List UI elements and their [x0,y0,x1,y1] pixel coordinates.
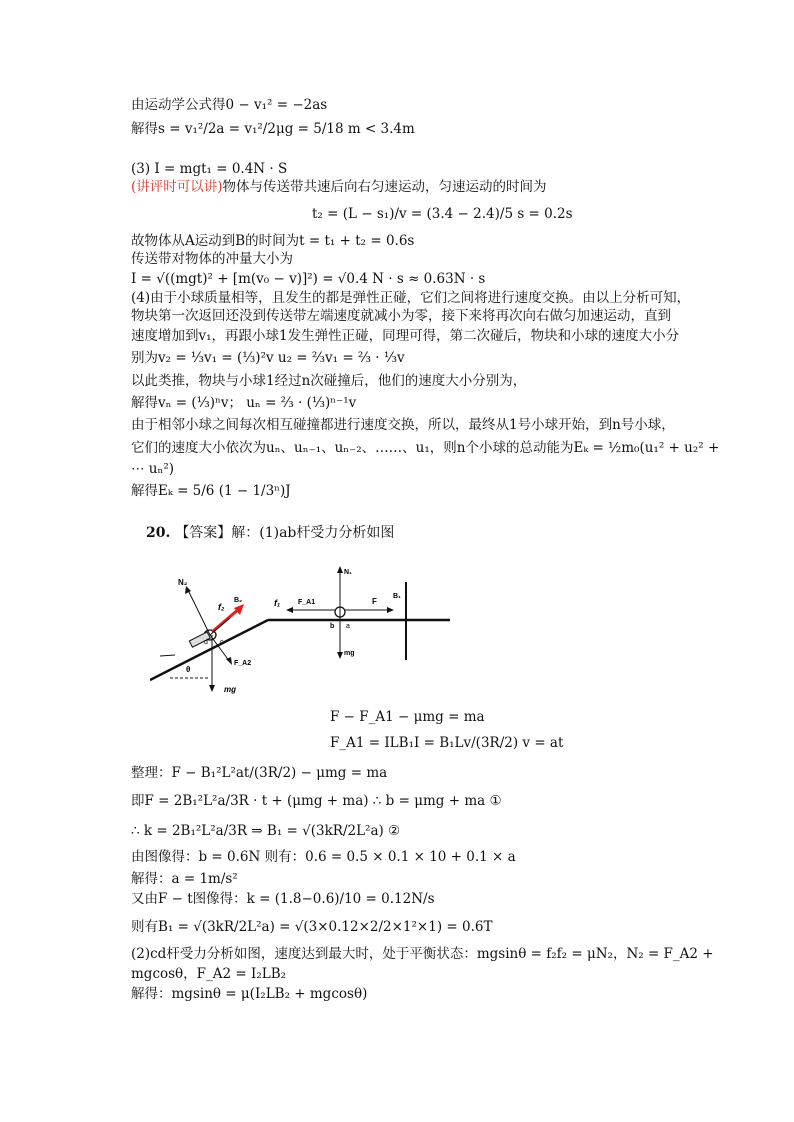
fa1-arrowhead [286,607,293,613]
f2-arrow [210,618,230,635]
text-line-1: 由运动学公式得0 − v₁² = −2as [131,97,328,113]
n2-arrow [188,590,210,635]
lecture-note: (讲评时可以讲) [131,179,223,195]
label-theta: θ [186,665,191,674]
incline-rail [150,620,268,680]
label-fa1: F_A1 [298,599,316,606]
label-n2: N₂ [178,578,188,587]
text-line-6: 故物体从A运动到B的时间为t = t₁ + t₂ = 0.6s [131,233,415,249]
equation-newton: F − F_A1 − μmg = ma [330,709,485,725]
text-line-8: I = √((mgt)² + [m(v₀ − v)]²) = √0.4 N · s ≈ 0.63N · s [131,271,486,287]
text-line-m9: 则有B₁ = √(3kR/2L²a) = √(3×0.12×2/2×1²×1) = 0.6T [131,919,493,935]
label-a: a [346,623,350,630]
motion-arrow [160,655,175,656]
text-line-18: 解得Eₖ = 5/6 (1 − 1/3ⁿ)J [131,483,291,499]
label-mg-left: mg [224,685,236,694]
label-b1: B₁ [393,593,401,600]
text-line-2: 解得s = v₁²/2a = v₁²/2μg = 5/18 m < 3.4m [131,121,415,137]
label-c: c [220,639,224,646]
question-20-intro: 【答案】解：(1)ab杆受力分析如图 [175,525,395,541]
label-d: d [204,639,208,646]
mg-right-arrowhead [337,652,343,659]
text-line-16: 它们的速度大小依次为uₙ、uₙ₋₁、uₙ₋₂、……、u₁，则n个小球的总动能为Eₖ = ½m₀(u₁² + u₂² + [131,440,720,456]
label-n1: N₁ [344,569,352,576]
question-20-header [146,522,394,542]
text-line-11: 速度增加到v₁，再跟小球1发生弹性正碰，同理可得，第二次碰后，物块和小球的速度大小分 [131,328,680,344]
n2-arrowhead [185,586,191,594]
label-fa2: F_A2 [234,660,252,667]
text-line-m4: 即F = 2B₁²L²a/3R · t + (μmg + ma) ∴ b = μmg + ma ① [131,793,502,809]
n1-arrowhead [337,566,343,573]
text-line-4 [131,178,547,196]
text-line-13: 以此类推，物块与小球1经过n次碰撞后，他们的速度大小分别为， [131,373,527,389]
text-line-m7: 解得：a = 1m/s² [131,871,238,887]
label-mg-right: mg [344,650,355,657]
text-line-m8: 又由F − t图像得：k = (1.8−0.6)/10 = 0.12N/s [131,891,435,907]
mg-left-arrowhead [209,685,215,692]
text-line-m3: 整理：F − B₁²L²at/(3R/2) − μmg = ma [131,765,388,781]
text-line-m5: ∴ k = 2B₁²L²a/3R ⇒ B₁ = √(3kR/2L²a) ② [131,823,401,839]
text-line-9: (4)由于小球质量相等，且发生的都是弹性正碰，它们之间将进行速度交换。由以上分析可知， [131,290,691,306]
text-line-14: 解得vₙ = (⅓)ⁿv； uₙ = ⅔ · (⅓)ⁿ⁻¹v [131,395,357,411]
label-b: b [330,623,335,630]
text-line-3: (3) I = mgt₁ = 0.4N · S [131,161,288,177]
text-line-m11: mgcosθ，F_A2 = I₂LB₂ [131,966,287,982]
label-f2: f₂ [218,602,225,612]
text-line-17: ⋯ uₙ²) [131,461,175,477]
text-line-7: 传送带对物体的冲量大小为 [131,251,293,267]
text-line-m10: (2)cd杆受力分析如图，速度达到最大时，处于平衡状态：mgsinθ = f₂f₂ = μN₂，N₂ = F_A2 + [131,946,714,962]
text-line-10: 物块第一次返回还没到传送带左端速度就减小为零，接下来将再次向右做匀加速运动，直到 [131,308,671,324]
question-number: 20. [146,525,171,541]
text-line-15: 由于相邻小球之间每次相互碰撞都进行速度交换，所以，最终从1号小球开始，到n号小球， [131,417,675,433]
equation-t2: t₂ = (L − s₁)/v = (3.4 − 2.4)/5 s = 0.2s [312,206,573,222]
label-f: F [372,597,377,606]
text-line-4-rest: 物体与传送带共速后向右匀速运动，匀速运动的时间为 [222,179,547,195]
equation-fa1: F_A1 = ILB₁I = B₁Lv/(3R/2) v = at [330,735,564,751]
b2-arrow [212,608,240,632]
text-line-m12: 解得：mgsinθ = μ(I₂LB₂ + mgcosθ) [131,986,368,1002]
text-line-12: 别为v₂ = ⅓v₁ = (⅓)²v u₂ = ⅔v₁ = ⅔ · ⅓v [131,350,405,366]
label-b2: B₂ [234,597,243,604]
force-diagram [150,560,460,705]
f-arrowhead [387,607,394,613]
text-line-m6: 由图像得：b = 0.6N 则有：0.6 = 0.5 × 0.1 × 10 + 0.1 × a [131,849,516,865]
label-f1: f₁ [274,598,281,608]
